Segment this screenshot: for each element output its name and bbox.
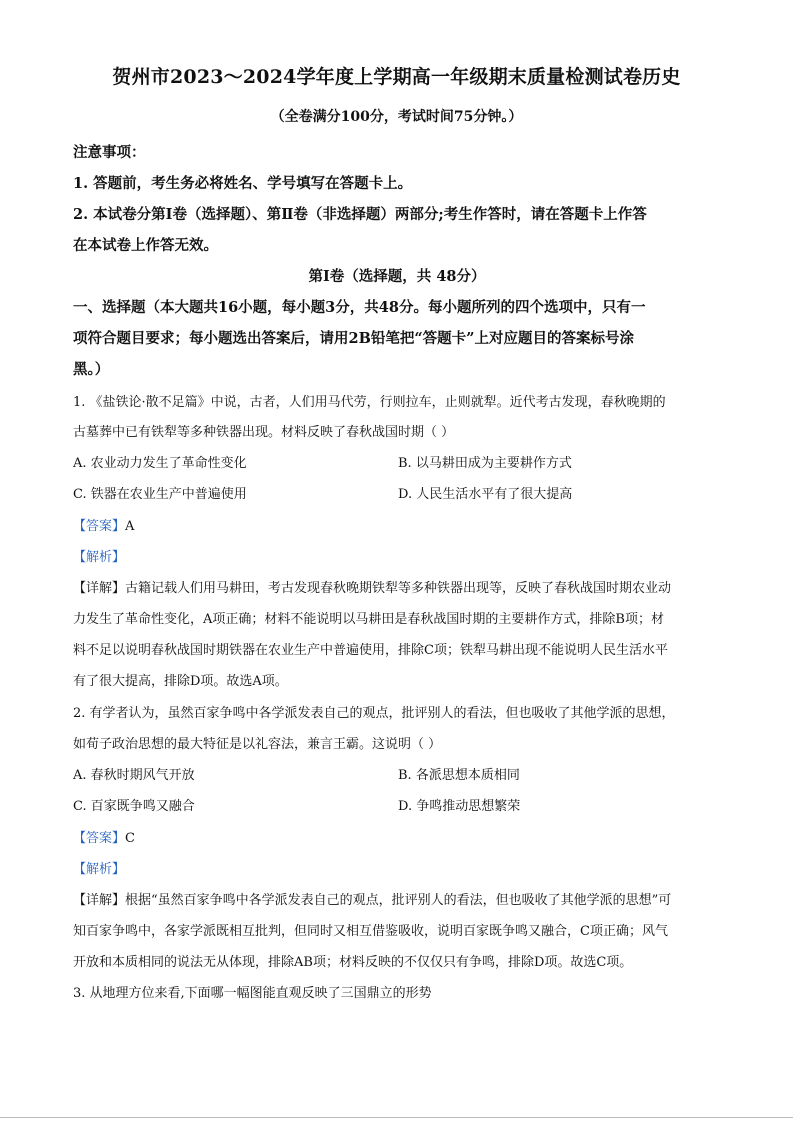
question-2-option-b: B. 各派思想本质相同 xyxy=(398,768,520,783)
answer-value: A xyxy=(125,519,135,534)
question-2-stem: 2. 有学者认为，虽然百家争鸣中各学派发表自己的观点，批评别人的看法，但也吸收了其他学派的思想， xyxy=(73,706,675,721)
question-2-detail-line-1 xyxy=(73,889,721,908)
answer-tag: 【答案】 xyxy=(73,519,126,534)
question-1-option-d: D. 人民生活水平有了很大提高 xyxy=(398,487,573,502)
detail-text: 根据“虽然百家争鸣中各学派发表自己的观点，批评别人的看法，但也吸收了其他学派的思想”可 xyxy=(125,893,672,908)
question-1-detail-line-4: 有了很大提高，排除D项。故选A项。 xyxy=(73,674,288,689)
notice-item-2: 2. 本试卷分第Ⅰ卷（选择题）、第Ⅱ卷（非选择题）两部分;考生作答时，请在答题卡上作答 xyxy=(73,206,647,223)
question-1-detail-line-1 xyxy=(73,577,721,596)
question-2-analysis-tag: 【解析】 xyxy=(73,862,126,877)
question-1-option-b: B. 以马耕田成为主要耕作方式 xyxy=(398,456,572,471)
notice-heading: 注意事项： xyxy=(73,144,146,161)
detail-tag: 【详解】 xyxy=(73,581,126,596)
exam-subtitle: （全卷满分100分，考试时间75分钟。） xyxy=(270,109,523,125)
detail-text: 古籍记载人们用马耕田，考古发现春秋晚期铁犁等多种铁器出现等，反映了春秋战国时期农业动 xyxy=(125,581,672,596)
question-2-stem-cont: 如荀子政治思想的最大特征是以礼容法，兼言王霸。这说明（ ） xyxy=(73,737,442,752)
question-2-answer xyxy=(73,827,135,846)
question-1-answer xyxy=(73,515,134,534)
section-title: 第Ⅰ卷（选择题，共 48分） xyxy=(308,268,486,285)
question-2-option-a: A. 春秋时期风气开放 xyxy=(73,768,195,783)
page-bottom-rule xyxy=(0,1117,793,1118)
notice-item-1: 1. 答题前，考生务必将姓名、学号填写在答题卡上。 xyxy=(73,175,413,192)
question-1-detail-line-2: 力发生了革命性变化，A项正确；材料不能说明以马耕田是春秋战国时期的主要耕作方式，排除B项；材 xyxy=(73,612,664,627)
answer-value: C xyxy=(125,831,135,846)
question-3-stem: 3. 从地理方位来看,下面哪一幅图能直观反映了三国鼎立的形势 xyxy=(73,986,432,1001)
exam-title: 贺州市2023～2024学年度上学期高一年级期末质量检测试卷历史 xyxy=(112,66,681,88)
question-2-detail-line-2: 知百家争鸣中，各家学派既相互批判，但同时又相互借鉴吸收，说明百家既争鸣又融合，C项正确；风气 xyxy=(73,924,668,939)
question-1-analysis-tag: 【解析】 xyxy=(73,550,126,565)
question-1-option-a: A. 农业动力发生了革命性变化 xyxy=(73,456,247,471)
part1-instructions: 一、选择题（本大题共16小题，每小题3分，共48分。每小题所列的四个选项中，只有一 xyxy=(73,299,646,316)
detail-tag: 【详解】 xyxy=(73,893,126,908)
question-1-detail-line-3: 料不足以说明春秋战国时期铁器在农业生产中普遍使用，排除C项；铁犁马耕出现不能说明人民生活水平 xyxy=(73,643,668,658)
question-2-detail-line-3: 开放和本质相同的说法无从体现，排除AB项；材料反映的不仅仅只有争鸣，排除D项。故选C项。 xyxy=(73,955,633,970)
question-1-option-c: C. 铁器在农业生产中普遍使用 xyxy=(73,487,247,502)
question-1-stem-cont: 古墓葬中已有铁犁等多种铁器出现。材料反映了春秋战国时期（ ） xyxy=(73,425,455,440)
part1-instructions-cont: 项符合题目要求；每小题选出答案后，请用2B铅笔把“答题卡”上对应题目的答案标号涂 xyxy=(73,330,635,347)
part1-instructions-end: 黑。） xyxy=(73,361,110,378)
question-2-option-c: C. 百家既争鸣又融合 xyxy=(73,799,195,814)
question-2-option-d: D. 争鸣推动思想繁荣 xyxy=(398,799,521,814)
question-1-stem: 1. 《盐铁论·散不足篇》中说，古者，人们用马代劳，行则拉车，止则就犁。近代考古发现，春秋晚期的 xyxy=(73,395,666,410)
answer-tag: 【答案】 xyxy=(73,831,126,846)
notice-item-2-cont: 在本试卷上作答无效。 xyxy=(73,237,218,254)
